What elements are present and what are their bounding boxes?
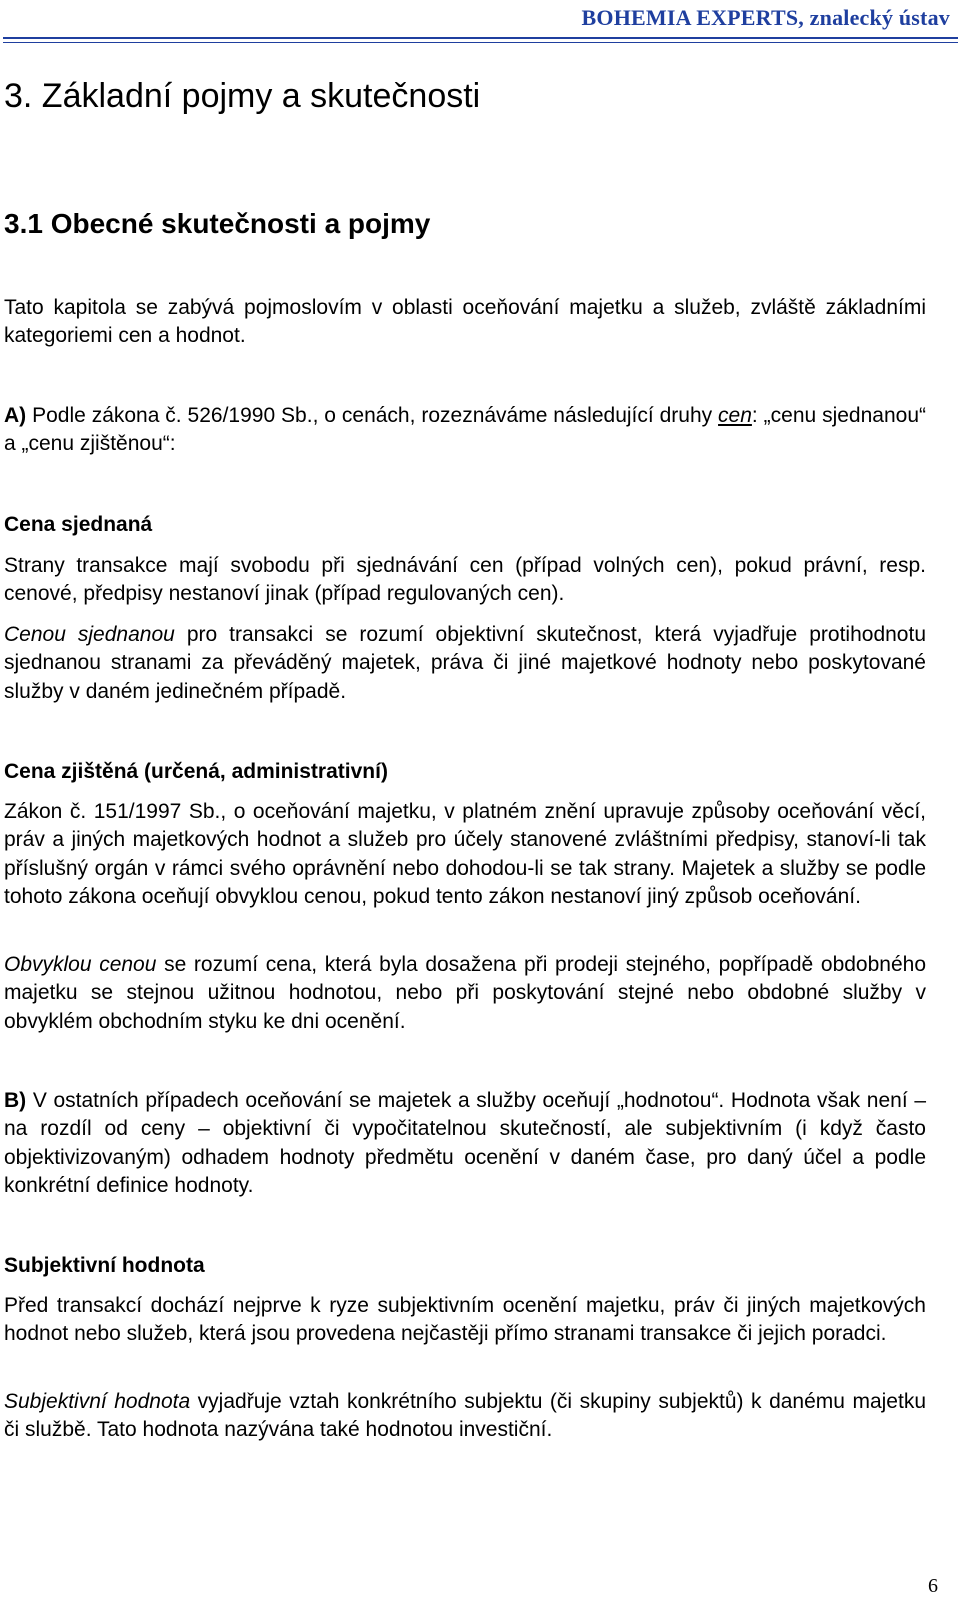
obvykla-cena-definition: se rozumí cena, která byla dosažena při prodeji stejného, popřípadě obdobného majetku se stejnou užitnou hodnotou, nebo při poskytování stejné nebo obdobné služby v obvyklém obchodním styku ke dni ocenění.: [4, 953, 927, 1033]
cena-sjednana-definition: pro transakci se rozumí objektivní skutečnost, která vyjadřuje protihodnotu sjednanou stranami za převáděný majetek, práva či jiné majetkové hodnoty nebo poskytované služby v daném jedinečném případě.: [4, 623, 926, 703]
chapter-title: 3. Základní pojmy a skutečnosti: [4, 77, 481, 115]
part-a-paragraph: [4, 402, 926, 459]
cena-zjistena-paragraph-1: Zákon č. 151/1997 Sb., o oceňování majetku, v platném znění upravuje způsoby oceňování věcí, práv a jiných majetkových hodnot a služeb pro účely stanovené zvláštními předpisy, stanoví-li tak příslušný orgán v rámci svého oprávnění nebo dohodou-li se tak strany. Majetek a služby se podle tohoto zákona oceňují obvyklou cenou, pokud tento zákon nestanoví jiný způsob oceňování.: [4, 800, 926, 908]
subjektivni-hodnota-term: Subjektivní hodnota: [4, 1390, 191, 1413]
header-divider: [3, 37, 958, 39]
subjektivni-hodnota-paragraph-2: [4, 1388, 926, 1445]
company-name: BOHEMIA EXPERTS, znalecký ústav: [581, 5, 950, 30]
cena-sjednana-paragraph-1: Strany transakce mají svobodu při sjednávání cen (případ volných cen), pokud právní, resp. cenové, předpisy nestanoví jinak (případ regulovaných cen).: [4, 554, 926, 606]
part-b-marker: B): [4, 1089, 27, 1112]
obvykla-cena-term: Obvyklou cenou: [4, 953, 157, 976]
section-title: 3.1 Obecné skutečnosti a pojmy: [4, 208, 431, 239]
cena-zjistena-heading: Cena zjištěná (určená, administrativní): [4, 760, 388, 783]
subjektivni-hodnota-paragraph-1: Před transakcí dochází nejprve k ryze subjektivním ocenění majetku, práv či jiných majetkových hodnot nebo služeb, která jsou provedena nejčastěji přímo stranami transakce či jejich poradci.: [4, 1294, 926, 1346]
cena-sjednana-paragraph-2: [4, 621, 926, 706]
part-a-text-after: : „cenu sjednanou“ a „cenu zjištěnou“:: [4, 404, 926, 456]
page-number: 6: [928, 1575, 938, 1597]
cena-sjednana-term: Cenou sjednanou: [4, 623, 175, 646]
part-a-text-before: Podle zákona č. 526/1990 Sb., o cenách, rozeznáváme následující druhy: [26, 404, 719, 427]
header-divider-thin: [3, 42, 958, 43]
part-b-paragraph: [4, 1087, 926, 1200]
intro-paragraph: Tato kapitola se zabývá pojmoslovím v oblasti oceňování majetku a služeb, zvláště základními kategoriemi cen a hodnot.: [4, 296, 926, 348]
subjektivni-hodnota-definition: vyjadřuje vztah konkrétního subjektu (či skupiny subjektů) k danému majetku či službě. Tato hodnota nazývána také hodnotou investiční.: [4, 1390, 926, 1442]
subjektivni-hodnota-heading: Subjektivní hodnota: [4, 1254, 205, 1277]
cen-link[interactable]: cen: [718, 404, 752, 427]
part-b-text: V ostatních případech oceňování se majetek a služby oceňují „hodnotou“. Hodnota však není – na rozdíl od ceny – objektivní či vypočitatelnou skutečností, ale subjektivním (i když často objektivizovaným) odhadem hodnoty předmětu ocenění v daném čase, pro daný účel a podle konkrétní definice hodnoty.: [4, 1089, 926, 1197]
cena-sjednana-heading: Cena sjednaná: [4, 513, 153, 536]
cena-zjistena-paragraph-2: [4, 951, 926, 1036]
part-a-marker: A): [4, 404, 27, 427]
